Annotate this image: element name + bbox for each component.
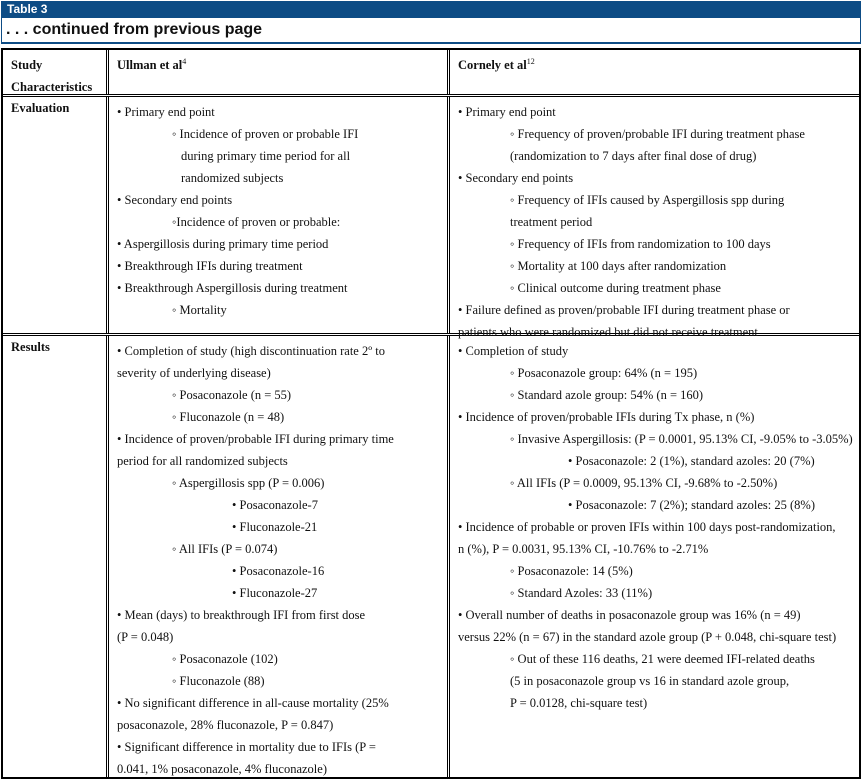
list-item: • Completion of study (high discontinuation rate 2º to — [117, 344, 385, 358]
list-item: • Fluconazole-27 — [232, 586, 318, 600]
list-item: ◦ All IFIs (P = 0.0009, 95.13% CI, -9.68% to -2.50%) — [510, 476, 778, 490]
header-cornely-ref: 12 — [526, 56, 535, 66]
header-col-cornely — [450, 50, 859, 94]
list-item: period for all randomized subjects — [117, 454, 288, 468]
list-item: (randomization to 7 days after final dose of drug) — [510, 149, 757, 163]
list-item: severity of underlying disease) — [117, 366, 271, 380]
header-characteristics: Characteristics — [11, 80, 93, 94]
list-item: ◦ Clinical outcome during treatment phase — [510, 281, 721, 295]
list-item: • Posaconazole: 7 (2%); standard azoles: 25 (8%) — [568, 498, 816, 512]
continued-note: . . . continued from previous page — [1, 18, 861, 44]
list-item: • Primary end point — [117, 105, 215, 119]
list-item: • Overall number of deaths in posaconazole group was 16% (n = 49) — [458, 608, 801, 622]
list-item: ◦ Fluconazole (88) — [172, 674, 265, 688]
list-item: treatment period — [510, 215, 593, 229]
header-ullman-text: Ullman et al — [117, 58, 183, 72]
header-col-characteristics — [3, 50, 109, 94]
list-item: • Posaconazole-7 — [232, 498, 318, 512]
list-item: (P = 0.048) — [117, 630, 174, 644]
results-label: Results — [3, 336, 109, 777]
list-item: • Breakthrough IFIs during treatment — [117, 259, 303, 273]
list-item: ◦ Posaconazole (102) — [172, 652, 278, 666]
table-header-row — [3, 50, 859, 94]
list-item: • Failure defined as proven/probable IFI during treatment phase or — [458, 303, 790, 317]
list-item: ◦ Mortality at 100 days after randomization — [510, 259, 727, 273]
results-cornely-cell — [450, 336, 859, 777]
evaluation-label: Evaluation — [3, 97, 109, 333]
table-label: Table 3 — [1, 1, 861, 18]
header-cornely-text: Cornely et al — [458, 58, 527, 72]
list-item: • No significant difference in all-cause mortality (25% — [117, 696, 389, 710]
list-item: • Secondary end points — [458, 171, 574, 185]
list-item: ◦ Posaconazole group: 64% (n = 195) — [510, 366, 698, 380]
list-item: ◦Incidence of proven or probable: — [172, 215, 341, 229]
list-item: ◦ All IFIs (P = 0.074) — [172, 542, 278, 556]
list-item: ◦ Posaconazole (n = 55) — [172, 388, 292, 402]
list-item: P = 0.0128, chi-square test) — [510, 696, 648, 710]
study-table — [1, 48, 861, 779]
list-item: ◦ Out of these 116 deaths, 21 were deemed IFI-related deaths — [510, 652, 815, 666]
results-row — [3, 333, 859, 777]
list-item: • Secondary end points — [117, 193, 233, 207]
list-item: ◦ Standard Azoles: 33 (11%) — [510, 586, 653, 600]
list-item: • Incidence of probable or proven IFIs within 100 days post-randomization, — [458, 520, 836, 534]
list-item: • Primary end point — [458, 105, 556, 119]
list-item: ◦ Frequency of IFIs from randomization to 100 days — [510, 237, 771, 251]
list-item: • Completion of study — [458, 344, 569, 358]
list-item: patients who were randomized but did not receive treatment — [458, 325, 758, 339]
list-item: posaconazole, 28% fluconazole, P = 0.847) — [117, 718, 334, 732]
results-ullman-cell — [109, 336, 450, 777]
list-item: ◦ Posaconazole: 14 (5%) — [510, 564, 633, 578]
list-item: ◦ Frequency of proven/probable IFI during treatment phase — [510, 127, 805, 141]
list-item: • Incidence of proven/probable IFI during primary time — [117, 432, 394, 446]
list-item: • Posaconazole: 2 (1%), standard azoles: 20 (7%) — [568, 454, 815, 468]
list-item: • Incidence of proven/probable IFIs during Tx phase, n (%) — [458, 410, 755, 424]
list-item: ◦ Mortality — [172, 303, 227, 317]
table-container — [1, 1, 861, 779]
list-item: randomized subjects — [181, 171, 284, 185]
header-study: Study — [11, 58, 43, 72]
evaluation-row — [3, 94, 859, 339]
list-item: • Fluconazole-21 — [232, 520, 318, 534]
list-item: • Breakthrough Aspergillosis during treatment — [117, 281, 348, 295]
header-col-ullman — [109, 50, 450, 94]
list-item: n (%), P = 0.0031, 95.13% CI, -10.76% to -2.71% — [458, 542, 709, 556]
list-item: during primary time period for all — [181, 149, 351, 163]
header-ullman-ref: 4 — [182, 56, 187, 66]
evaluation-ullman-cell — [109, 97, 450, 333]
list-item: ◦ Aspergillosis spp (P = 0.006) — [172, 476, 325, 490]
list-item: versus 22% (n = 67) in the standard azole group (P + 0.048, chi-square test) — [458, 630, 837, 644]
list-item: • Posaconazole-16 — [232, 564, 325, 578]
list-item: (5 in posaconazole group vs 16 in standard azole group, — [510, 674, 790, 688]
list-item: ◦ Fluconazole (n = 48) — [172, 410, 285, 424]
list-item: ◦ Standard azole group: 54% (n = 160) — [510, 388, 704, 402]
evaluation-cornely-cell — [450, 97, 859, 339]
list-item: • Aspergillosis during primary time period — [117, 237, 329, 251]
list-item: • Mean (days) to breakthrough IFI from first dose — [117, 608, 366, 622]
list-item: ◦ Invasive Aspergillosis: (P = 0.0001, 95.13% CI, -9.05% to -3.05%) — [510, 432, 853, 446]
list-item: ◦ Incidence of proven or probable IFI — [172, 127, 359, 141]
list-item: • Significant difference in mortality due to IFIs (P = — [117, 740, 376, 754]
list-item: ◦ Frequency of IFIs caused by Aspergillosis spp during — [510, 193, 785, 207]
list-item: 0.041, 1% posaconazole, 4% fluconazole) — [117, 762, 327, 776]
